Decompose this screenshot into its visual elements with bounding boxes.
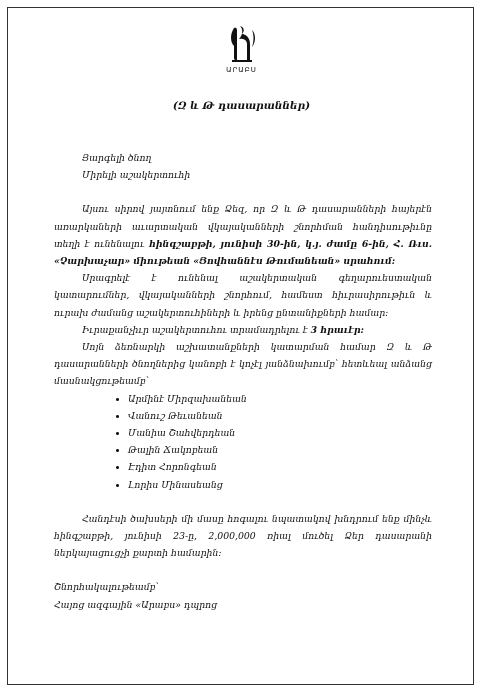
announcement-text: Այսու սիրով յայտնում ենք Ձեզ, որ Զ և Թ դասարանների հայերէն առարկաների աւարտական վկայականների շնորհման հանդիսութիւնը տեղի է ունենալու [54, 204, 432, 250]
school-emblem-icon [225, 24, 259, 64]
letter-body [54, 150, 432, 614]
list-item: • Լորիս Մինասեանց [128, 477, 432, 494]
list-item: • Վանուշ Թեւանեան [128, 408, 432, 425]
salutation-parent: Յարգելի ծնող [82, 153, 152, 164]
document-heading: (Զ և Թ դասարաններ) [172, 100, 311, 112]
announcement-date: հինգշաբթի, յունիսի 30-ին, կ.յ. ժամը 6-ին, Հ. Ռւս. «Չարխաչար» միութեան «Յովհաննէս Թումանեան» սրահում: [54, 238, 433, 268]
paragraph-invitations [54, 322, 432, 339]
paragraph-payment: Հանդէսի ծախսերի մի մասը հոգալու նպատակով խնդրում ենք մինչև հինգշաբթի, յունիսի 23-ը, 2,000,000 ռիալ մուծել Ձեր դասարանի ներկայացուցչի քարտի համարին: [54, 513, 432, 560]
logo-name: ԱՐԱԲՍ [226, 66, 257, 74]
list-item: • Թալին Ճակոբեան [128, 442, 432, 459]
committee-list [54, 391, 432, 494]
paragraph-announcement [54, 201, 432, 270]
salutation-student: Միրելի աշակերտուհի [82, 170, 191, 182]
invitations-text: Իւրաքանչիւր աշակերտուհու տրամադրելու է [82, 324, 311, 336]
school-logo [0, 24, 483, 74]
list-item: • Էդիտ Հորոնգեան [128, 459, 432, 476]
list-item: • Արմինէ Միրզախանեան [128, 391, 432, 408]
closing-thanks: Շնորհակալութեամբ՝ [54, 582, 159, 594]
paragraph-program: Սրագրելէ է ունենալ աշակերտական գեղարուեստական կատարումներ, վկայականների շնորհում, համեստ հիւրասիրութիւն և ուրախ ժամանց աշակերտուհիների և իրենց ընտանիքների համար: [54, 273, 432, 319]
list-item: • Մանիա Շահվերդեան [128, 425, 432, 442]
signature-school: Հայոց ազգային «Արաբս» դպրոց [54, 599, 218, 611]
invitations-count: 3 հրաւէր: [310, 324, 364, 336]
paragraph-committee: Սոյն ձեռնարկի աշխատանքների կատարման համար Զ և Թ դասարանների ծնողներից կանոբի է կոչէլ յանձնախումբ՝ հետևեալ անձանց մասնակցութեամբ՝ [54, 342, 432, 388]
